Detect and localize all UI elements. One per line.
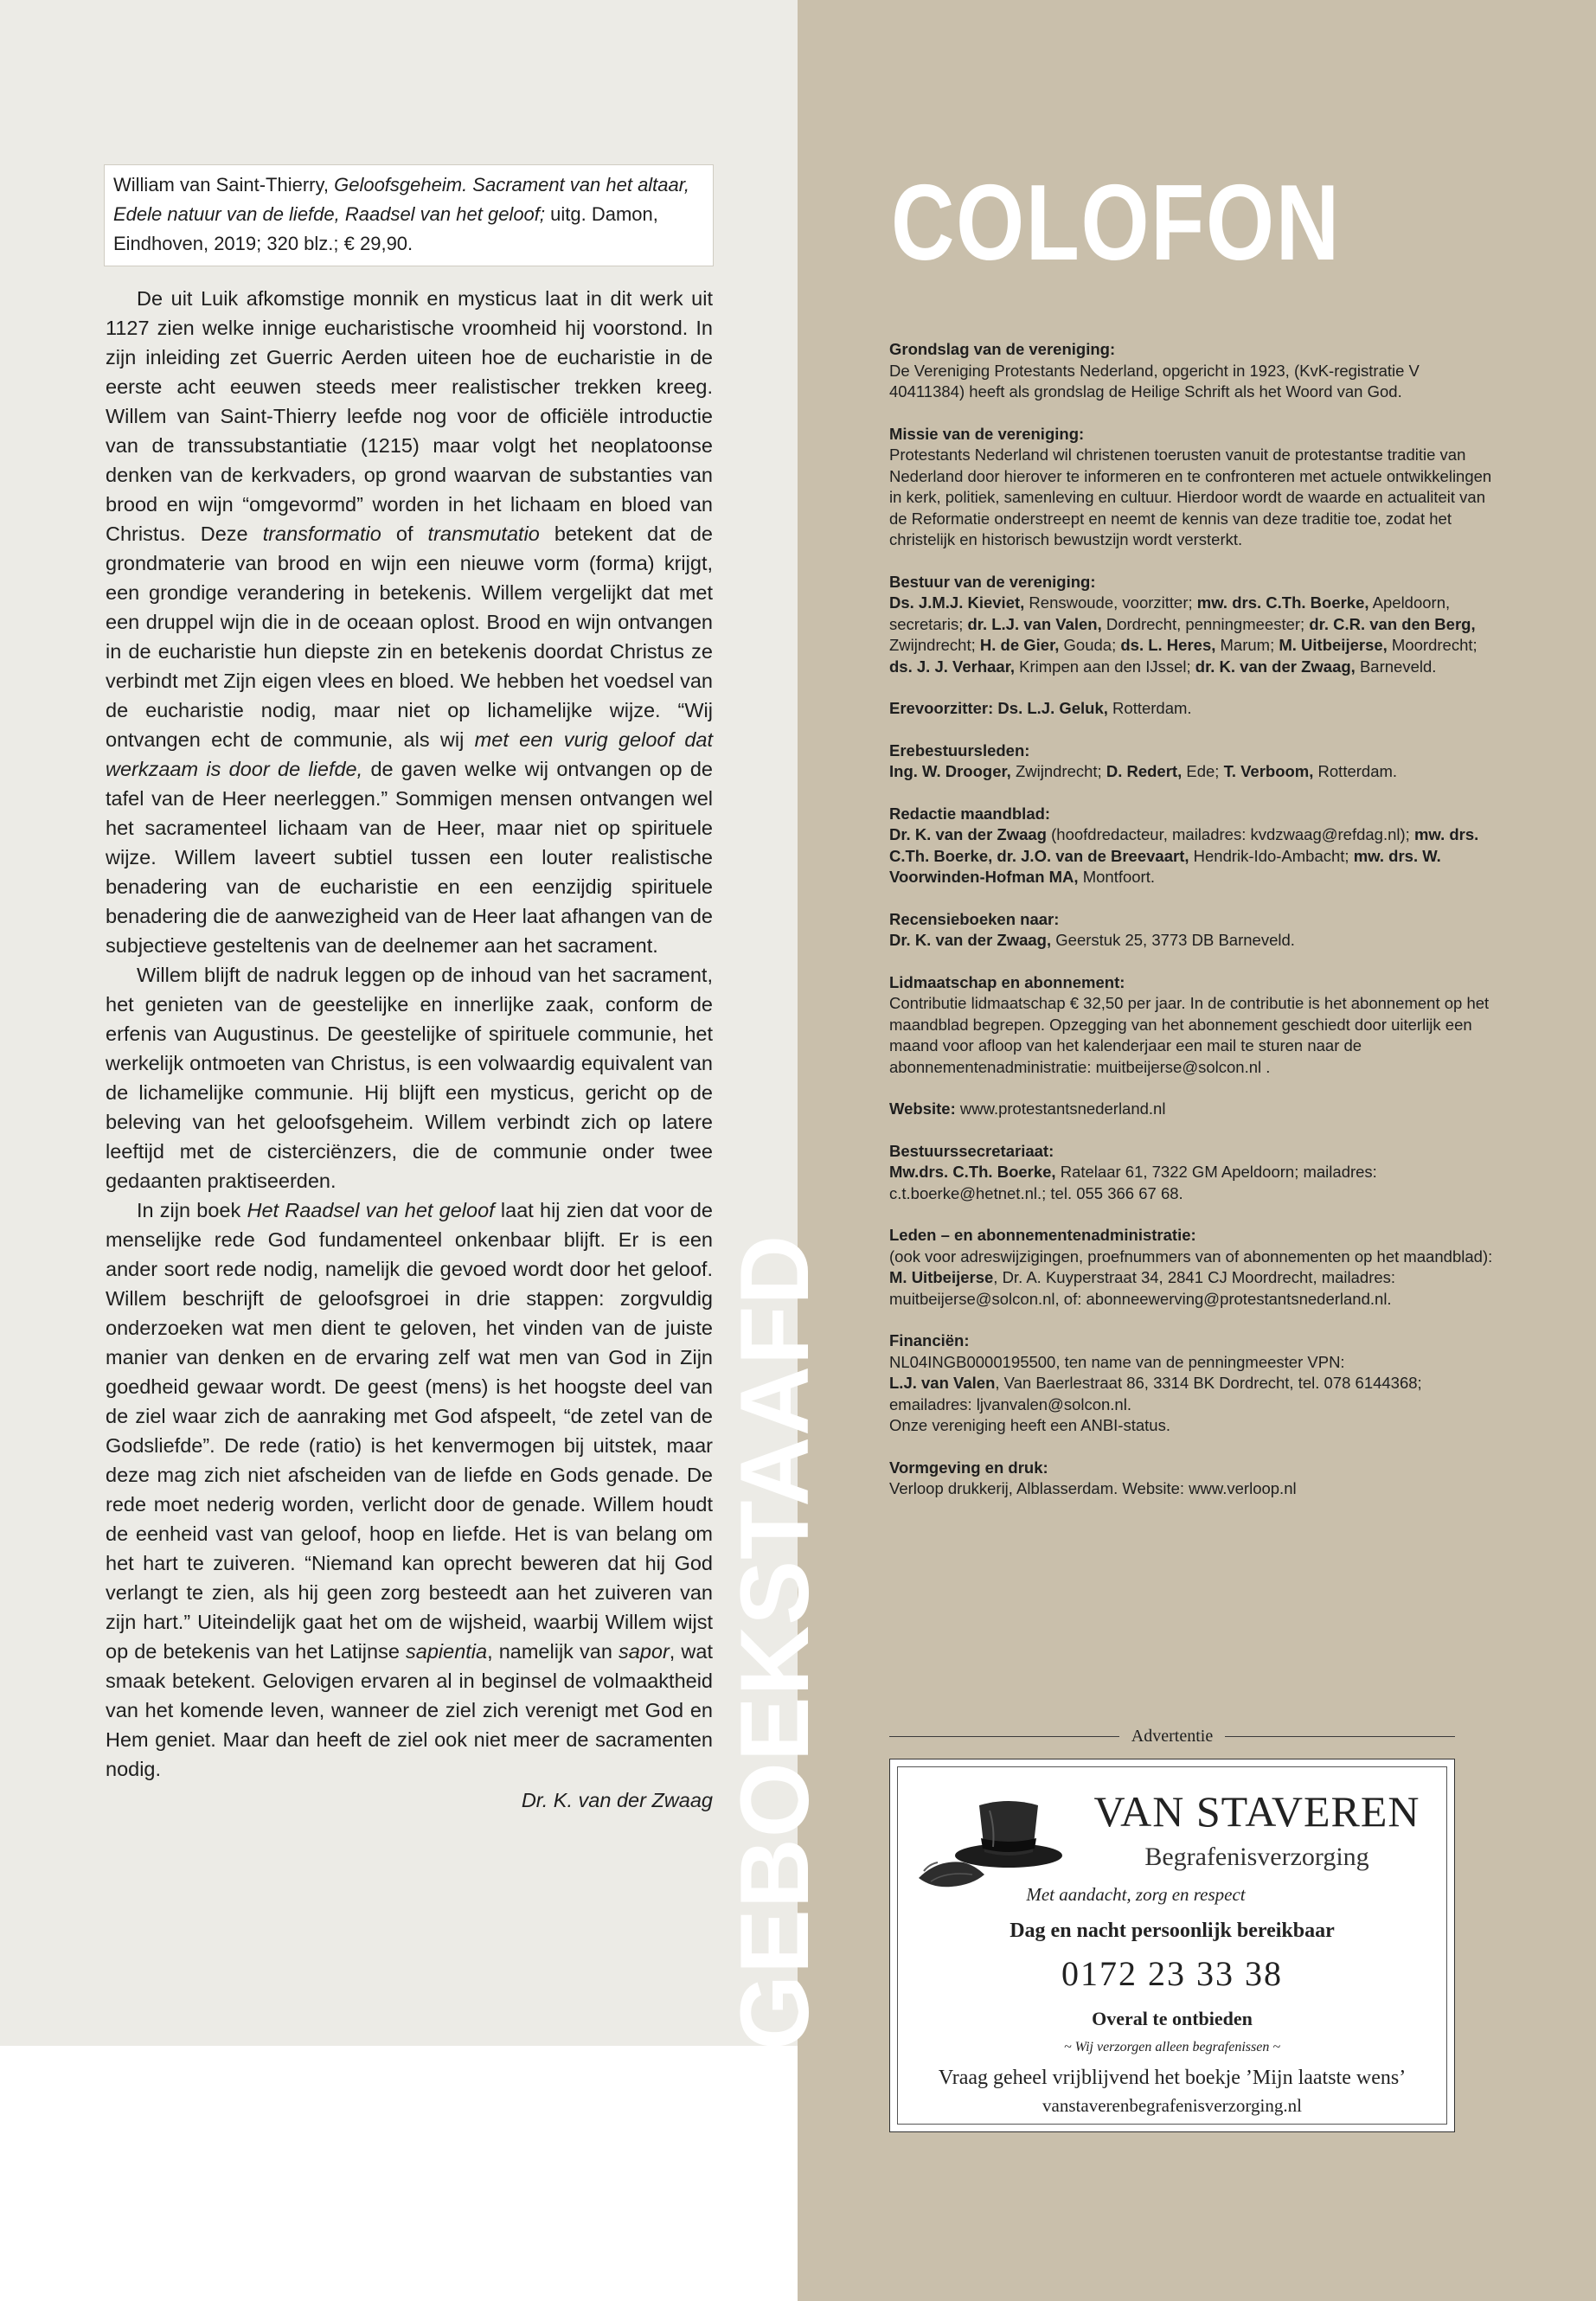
ad-subtitle: Begrafenisverzorging	[1144, 1843, 1369, 1871]
review-recipient-address: Geerstuk 25, 3773 DB Barneveld.	[1051, 931, 1295, 949]
secretary-address: Ratelaar 61, 7322 GM Apeldoorn; mailadres: c.t.boerke@hetnet.nl.; tel. 055 366 67 68.	[889, 1163, 1377, 1202]
honorary-member-place: Rotterdam.	[1313, 762, 1398, 780]
colofon-text: (ook voor adreswijzigingen, proefnummers van of abonnementen op het maandblad):	[889, 1247, 1493, 1266]
colofon-text	[889, 761, 1495, 783]
colofon-heading: Leden – en abonnementenadministratie:	[889, 1226, 1196, 1244]
colofon-text: Verloop drukkerij, Alblasserdam. Website: www.verloop.nl	[889, 1479, 1297, 1497]
review-text-span: laat hij zien dat voor de menselijke rede God fundamenteel onkenbaar blijft. Er is een ander soort rede nodig, namelijk die gevoed wordt door het geloof. Willem beschrijft de geloofsgroei in drie stappen: zorgvuldig onderzoeken wat men dient te geloven, het vinden van de juiste manier van denken en de ervaring zelf wat men van God in Zijn goedheid gewaar wordt. De geest (mens) is het hoogste deel van de ziel waar zich de aanraking met God afspeelt, “de zetel van de Godsliefde”. De rede (ratio) is het kenvermogen bij uitstek, maar deze mag zich niet afscheiden van de liefde en Gods genade. De rede moet nederig worden, verlicht door de genade. Willem houdt de eenheid vast van geloof, hoop en liefde. Het is van belang om het hart te zuiveren. “Niemand kan oprecht beweren dat hij God verlangt te zien, als hij geen zorg besteedt aan het zuiveren van zijn hart.” Uiteindelijk gaat het om de wijsheid, waarbij Willem wijst op de betekenis van het Latijnse	[106, 1199, 714, 1663]
review-paragraph-2: Willem blijft de nadruk leggen op de inhoud van het sacrament, het genieten van de geestelijke en innerlijke zaak, conform de erfenis van Augustinus. De geestelijke of spirituele communie, het werkelijk ontmoeten van Christus, is een volwaardig equivalent van de lichamelijke communie. Hij blijft een mysticus, gericht op de beleving van het geloofsgeheim. Willem verbindt zich op latere leeftijd met de cisterciënzers, die de communie onder twee gedaanten praktiseerden.	[106, 964, 713, 1192]
board-member-info: Marum;	[1215, 636, 1279, 654]
board-member-name: M. Uitbeijerse,	[1279, 636, 1388, 654]
colofon-bestuur	[889, 572, 1495, 678]
board-member-name: ds. L. Heres,	[1120, 636, 1216, 654]
colofon-financien	[889, 1330, 1495, 1437]
colofon-ledenadministratie	[889, 1225, 1495, 1310]
editor-info: Montfoort.	[1078, 868, 1155, 886]
ad-availability: Dag en nacht persoonlijk bereikbaar	[1010, 1920, 1335, 1942]
colofon-heading: Bestuur van de vereniging:	[889, 572, 1096, 591]
colofon-secretariaat	[889, 1141, 1495, 1205]
editor-info: Hendrik-Ido-Ambacht;	[1189, 846, 1354, 865]
review-recipient-name: Dr. K. van der Zwaag,	[889, 931, 1052, 949]
board-member-name: mw. drs. C.Th. Boerke,	[1196, 593, 1369, 612]
review-text-span: , wat smaak betekent. Gelovigen ervaren al in beginsel de volmaaktheid van het komende leven, wanneer de ziel zich verenigt met God en Hem geniet. Maar dan heeft de ziel ook niet meer de sacramenten nodig.	[106, 1640, 713, 1780]
book-info-box	[104, 164, 714, 266]
ad-tagline: Met aandacht, zorg en respect	[1026, 1884, 1246, 1905]
colofon-text: Protestants Nederland wil christenen toerusten vanuit de protestantse traditie van Nederland door hierover te informeren en te confronteren met actuele ontwikkelingen in kerk, politiek, samenleving en cultuur. Hierdoor wordt de waarde en actualiteit van de Reformatie onderstreept en neemt de kennis van deze traditie toe, zodat het christelijk en historisch bewustzijn wordt versterkt.	[889, 445, 1492, 548]
colofon-recensie	[889, 909, 1495, 952]
board-member-name: ds. J. J. Verhaar,	[889, 657, 1016, 676]
colofon-title: COLOFON	[891, 163, 1341, 283]
review-text-span: betekent dat de grondmaterie van brood en wijn een nieuwe vorm (forma) krijgt, een grondige verandering in betekenis. Willem vergelijkt dat met een druppel wijn die in de oceaan oplost. Brood en wijn ontvangen in de eucharistie hun diepste zin en betekenis doordat Christus ze verbindt met Zijn eigen vlees en bloed. We hebben het voedsel van de eucharistie nodig, maar niet op lichamelijke wijze. “Wij ontvangen echt de communie, als wij	[106, 522, 713, 751]
colofon-missie	[889, 424, 1495, 551]
colofon-text: Onze vereniging heeft een ANBI-status.	[889, 1416, 1170, 1434]
review-text-span: In zijn boek	[137, 1199, 247, 1221]
secretary-name: Mw.drs. C.Th. Boerke,	[889, 1163, 1056, 1181]
board-member-info: Gouda;	[1059, 636, 1121, 654]
board-member-info: Apeldoorn, secretaris;	[889, 593, 1451, 633]
ad-website: vanstaverenbegrafenisverzorging.nl	[1042, 2095, 1302, 2116]
editor-name: mw. drs. W. Voorwinden-Hofman MA,	[889, 846, 1441, 886]
divider	[889, 1736, 1119, 1737]
advertisement-box	[889, 1759, 1455, 2132]
ad-always-available: Overal te ontbieden	[1092, 2008, 1253, 2029]
colofon-erebestuur	[889, 740, 1495, 783]
board-member-info: Krimpen aan den IJssel;	[1015, 657, 1195, 676]
board-member-name: Ds. J.M.J. Kieviet,	[889, 593, 1025, 612]
review-signature: Dr. K. van der Zwaag	[521, 1789, 713, 1811]
ad-phone-number: 0172 23 33 38	[1061, 1954, 1283, 1993]
colofon-website	[889, 1099, 1495, 1120]
board-member-name: H. de Gier,	[979, 636, 1060, 654]
colofon-text: NL04INGB0000195500, ten name van de penningmeester VPN:	[889, 1352, 1345, 1371]
section-heading-vertical: GEBOEKSTAAFD	[721, 1234, 829, 2050]
book-author: William van Saint-Thierry,	[113, 174, 335, 195]
colofon-erevoorzitter	[889, 698, 1495, 720]
board-member-name: dr. K. van der Zwaag,	[1195, 657, 1356, 676]
colofon-heading: Missie van de vereniging:	[889, 424, 1085, 443]
board-member-info: Moordrecht;	[1387, 636, 1477, 654]
colofon-grondslag	[889, 339, 1495, 403]
review-text-span: De uit Luik afkomstige monnik en mysticus laat in dit werk uit 1127 zien welke innige eucharistische vroomheid hij voorstond. In zijn inleiding zet Guerric Aerden uiteen hoe de eucharistie in de eerste acht eeuwen steeds meer realistischer trekken kreeg. Willem van Saint-Thierry leefde nog voor de officiële introductie van de transsubstantiatie (1215) maar volgt het neoplatoonse denken van de kerkvaders, op grond waarvan de substanties van brood en wijn “omgevormd” worden in het lichaam en bloed van Christus. Deze	[106, 287, 713, 545]
review-body	[106, 284, 713, 1815]
colofon-vormgeving	[889, 1458, 1495, 1500]
review-italic: transmutatio	[427, 522, 540, 545]
review-paragraph-1	[106, 284, 713, 960]
honorary-chair-name: Erevoorzitter: Ds. L.J. Geluk,	[889, 699, 1108, 717]
treasurer-address: , Van Baerlestraat 86, 3314 BK Dordrecht, tel. 078 6144368; emailadres: ljvanvalen@solcon.nl.	[889, 1374, 1422, 1413]
honorary-member-place: Zwijndrecht;	[1010, 762, 1106, 780]
advertisement-label-text: Advertentie	[1131, 1726, 1214, 1746]
ad-small-note: ~ Wij verzorgen alleen begrafenissen ~	[1063, 2040, 1280, 2054]
colofon-text	[889, 1373, 1495, 1415]
review-italic: sapor	[619, 1640, 670, 1663]
honorary-member-name: Ing. W. Drooger,	[889, 762, 1011, 780]
review-text-span: de gaven welke wij ontvangen op de tafel van de Heer neerleggen.” Sommigen mensen ontvangen wel het sacramenteel lichaam van de Heer, maar niet op spirituele wijze. Willem laveert subtiel tussen een louter realistische benadering van de eucharistie en een eenzijdig spirituele benadering die de aanwezigheid van de Heer laat afhangen van de subjectieve gesteltenis van de deelnemer aan het sacrament.	[106, 758, 713, 957]
review-text-span: , namelijk van	[487, 1640, 619, 1663]
colofon-heading: Bestuurssecretariaat:	[889, 1141, 1054, 1160]
review-italic: transformatio	[262, 522, 381, 545]
editor-name: Dr. K. van der Zwaag	[889, 825, 1047, 843]
ad-company-name: VAN STAVEREN	[1093, 1787, 1420, 1836]
review-italic: met een vurig geloof dat werkzaam is door de liefde,	[106, 728, 713, 780]
ad-booklet-offer: Vraag geheel vrijblijvend het boekje ’Mijn laatste wens’	[938, 2067, 1407, 2089]
top-hat-gloves-icon	[912, 1785, 1076, 1897]
honorary-member-place: Ede;	[1182, 762, 1224, 780]
review-italic: Het Raadsel van het geloof	[247, 1199, 495, 1221]
book-details: uitg. Damon, Eindhoven, 2019; 320 blz.; € 29,90.	[113, 203, 658, 254]
colofon-lidmaatschap	[889, 972, 1495, 1079]
board-member-name: dr. L.J. van Valen,	[967, 614, 1102, 633]
website-label: Website:	[889, 1099, 956, 1118]
honorary-member-name: T. Verboom,	[1223, 762, 1314, 780]
colofon-text	[889, 1267, 1495, 1310]
colofon-text	[889, 698, 1495, 720]
divider	[1225, 1736, 1455, 1737]
board-member-info: Zwijndrecht;	[889, 636, 980, 654]
colofon-heading: Vormgeving en druk:	[889, 1458, 1048, 1477]
colofon-text	[889, 930, 1495, 952]
admin-address: , Dr. A. Kuyperstraat 34, 2841 CJ Moordrecht, mailadres: muitbeijerse@solcon.nl, of: abonneewerving@protestantsnederland.nl.	[889, 1268, 1396, 1308]
colofon-body	[889, 339, 1495, 1521]
colofon-heading: Erebestuursleden:	[889, 740, 1030, 760]
editor-name: mw. drs. C.Th. Boerke, dr. J.O. van de Breevaart,	[889, 825, 1479, 865]
book-title: Geloofsgeheim. Sacrament van het altaar, Edele natuur van de liefde, Raadsel van het geloof;	[113, 174, 689, 225]
review-text-span: of	[381, 522, 428, 545]
board-member-name: dr. C.R. van den Berg,	[1309, 614, 1476, 633]
colofon-heading: Recensieboeken naar:	[889, 909, 1060, 928]
colofon-redactie	[889, 804, 1495, 888]
treasurer-name: L.J. van Valen	[889, 1374, 996, 1392]
board-member-info: Dordrecht, penningmeester;	[1101, 614, 1310, 633]
colofon-text	[889, 1162, 1495, 1204]
colofon-heading: Financiën:	[889, 1331, 970, 1349]
colofon-heading: Redactie maandblad:	[889, 804, 1051, 823]
colofon-heading: Grondslag van de vereniging:	[889, 340, 1116, 358]
board-member-info: Barneveld.	[1355, 657, 1437, 676]
colofon-text	[889, 824, 1495, 888]
honorary-member-name: D. Redert,	[1106, 762, 1183, 780]
colofon-text: De Vereniging Protestants Nederland, opgericht in 1923, (KvK-registratie V 40411384) heeft als grondslag de Heilige Schrift als het Woord van God.	[889, 361, 1420, 401]
colofon-text	[889, 593, 1495, 677]
colofon-heading: Lidmaatschap en abonnement:	[889, 972, 1125, 991]
colofon-text	[889, 1099, 1495, 1120]
website-url: www.protestantsnederland.nl	[955, 1099, 1166, 1118]
advertisement-inner	[897, 1766, 1447, 2125]
admin-name: M. Uitbeijerse	[889, 1268, 994, 1286]
review-italic: sapientia	[406, 1640, 488, 1663]
advertisement-label	[889, 1723, 1455, 1749]
editor-info: (hoofdredacteur, mailadres: kvdzwaag@refdag.nl);	[1046, 825, 1414, 843]
honorary-chair-place: Rotterdam.	[1107, 699, 1192, 717]
review-paragraph-3	[106, 1195, 713, 1784]
board-member-info: Renswoude, voorzitter;	[1024, 593, 1197, 612]
colofon-text: Contributie lidmaatschap € 32,50 per jaar. In de contributie is het abonnement op het maandblad begrepen. Opzegging van het abonnement geschiedt door uiterlijk een maand voor afloop van het kalenderjaar een mail te sturen naar de abonnementenadministratie: muitbeijerse@solcon.nl .	[889, 994, 1490, 1076]
